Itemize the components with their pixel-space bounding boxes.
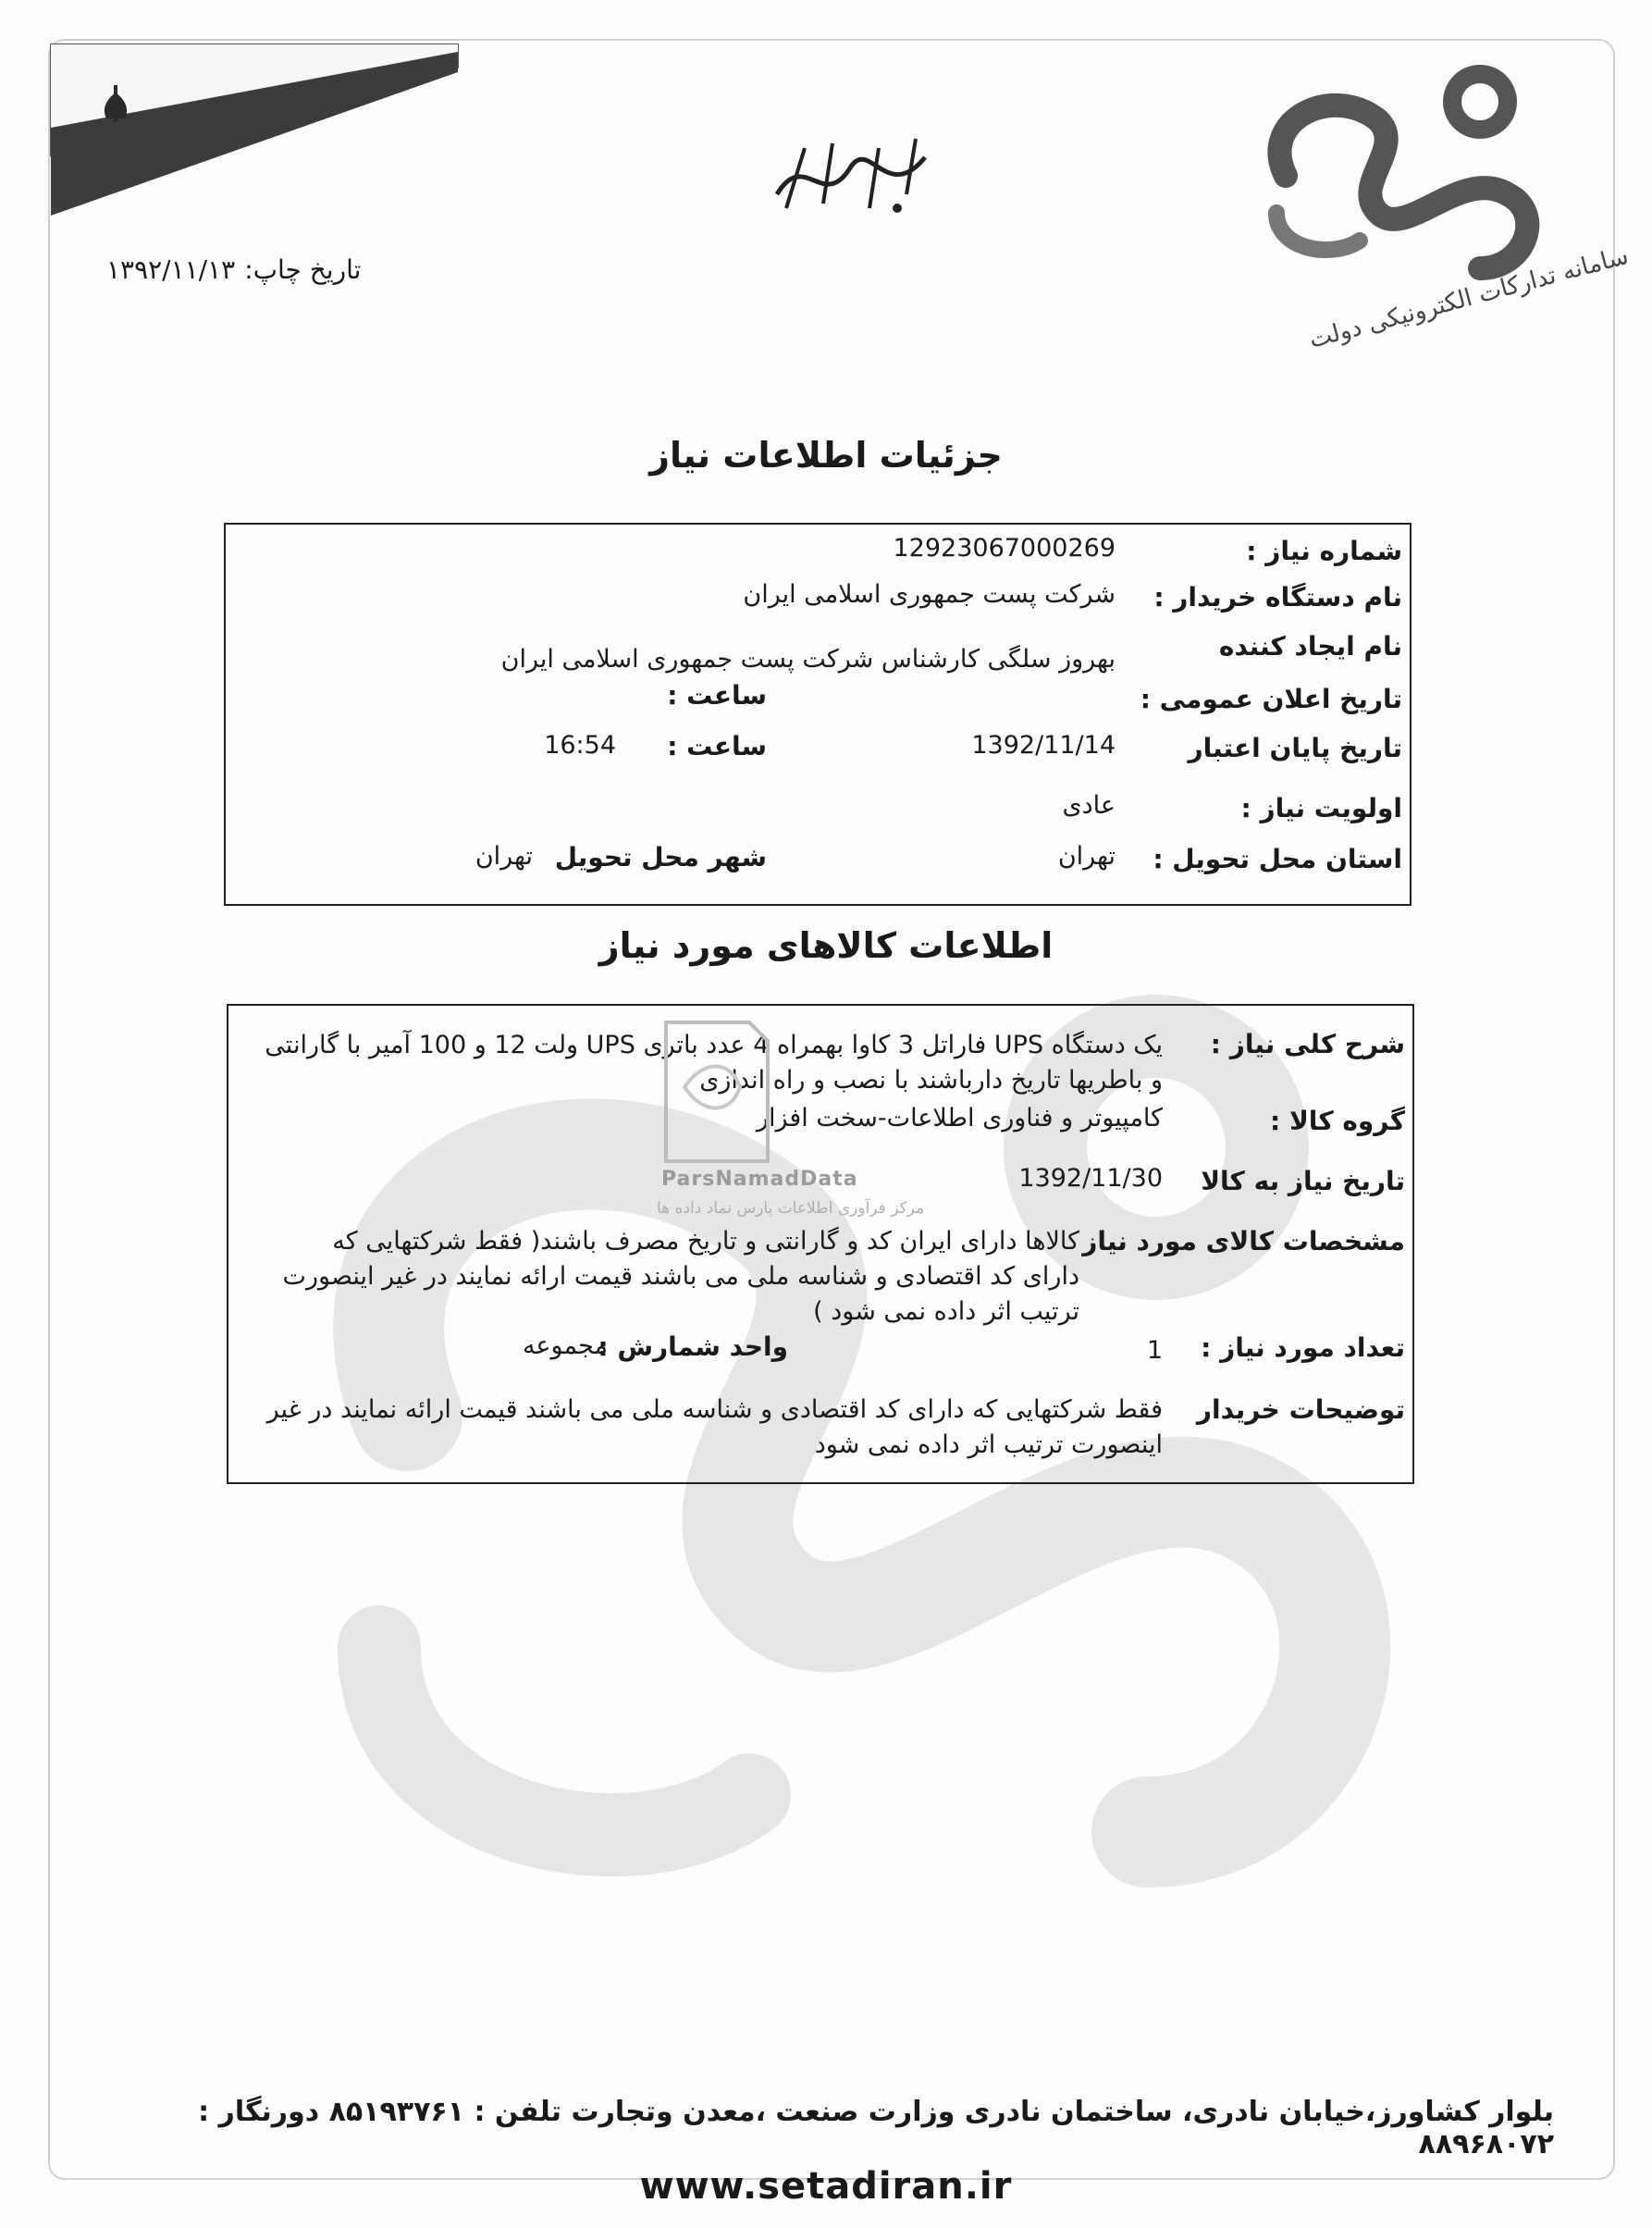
need-date-label: تاریخ نیاز به کالا	[1201, 1166, 1405, 1196]
footer-address: بلوار کشاورز،خیابان نادری، ساختمان نادری وزارت صنعت ،معدن وتجارت تلفن : ۸۵۱۹۳۷۶۱ دورنگار : ۸۸۹۶۸۰۷۲	[198, 2096, 1554, 2160]
province-label: استان محل تحویل :	[1153, 844, 1402, 874]
need-date-value: 1392/11/30	[1018, 1164, 1163, 1193]
quantity-value: 1	[1146, 1336, 1163, 1365]
validity-time-value: 16:54	[544, 731, 616, 760]
parsnamad-stamp-icon	[638, 1004, 786, 1170]
announce-date-label: تاریخ اعلان عمومی :	[1140, 684, 1402, 714]
buyer-notes-value: فقط شرکتهایی که دارای کد اقتصادی و شناسه ملی می باشند قیمت ارائه نمایند در غیر اینصورت ترتیب اثر داده نمی شود	[266, 1395, 1163, 1459]
goods-info-heading: اطلاعات کالاهای مورد نیاز	[598, 925, 1054, 966]
specs-label: مشخصات کالای مورد نیاز	[1082, 1226, 1405, 1256]
goods-info-box	[227, 1004, 1414, 1484]
need-details-heading: جزئیات اطلاعات نیاز	[649, 435, 1003, 476]
priority-value: عادی	[1062, 791, 1116, 820]
unit-value: مجموعه	[522, 1331, 608, 1360]
print-date-label: تاریخ چاپ:	[244, 254, 362, 285]
specs-value: کالاها دارای ایران کد و گارانتی و تاریخ مصرف باشند( فقط شرکتهایی که دارای کد اقتصادی و شناسه ملی می باشند قیمت ارائه نمایند در غیر اینصورت ترتیب اثر داده نمی شود )	[282, 1227, 1079, 1326]
quantity-label: تعداد مورد نیاز :	[1201, 1332, 1405, 1363]
city-value: تهران	[475, 842, 533, 871]
description-value: یک دستگاه UPS فاراتل 3 کاوا بهمراه 4 عدد باتری UPS ولت 12 و 100 آمیر با گارانتی و باطریها تاریخ دارباشند با نصب و راه اندازی	[265, 1031, 1163, 1095]
buyer-notes-label: توضیحات خریدار	[1196, 1394, 1405, 1425]
footer-website-link[interactable]: www.setadiran.ir	[639, 2165, 1013, 2208]
priority-label: اولویت نیاز :	[1240, 793, 1402, 823]
buyer-value: شرکت پست جمهوری اسلامی ایران	[743, 580, 1116, 609]
goods-group-value: کامپیوتر و فناوری اطلاعات-سخت افزار	[756, 1104, 1163, 1133]
basmala-calligraphy	[768, 130, 934, 222]
province-value: تهران	[1057, 842, 1116, 871]
announce-time-label: ساعت :	[667, 680, 767, 711]
need-number-value: 12923067000269	[893, 534, 1116, 563]
validity-time-label: ساعت :	[667, 731, 767, 761]
creator-value: بهروز سلگی کارشناس شرکت پست جمهوری اسلامی ایران	[500, 645, 1116, 674]
iran-emblem-icon	[51, 44, 458, 220]
print-date-value: ۱۳۹۲/۱۱/۱۳	[106, 254, 236, 285]
validity-end-value: 1392/11/14	[971, 731, 1116, 760]
validity-end-label: تاریخ پایان اعتبار	[1188, 733, 1402, 763]
city-label: شهر محل تحویل	[554, 842, 767, 873]
unit-label: واحد شمارش :	[598, 1331, 788, 1362]
stamp-brand: ParsNamadData	[661, 1168, 858, 1191]
description-label: شرح کلی نیاز :	[1210, 1029, 1405, 1059]
print-date	[106, 254, 361, 285]
stamp-subtitle: مرکز فرآوری اطلاعات پارس نماد داده ها	[657, 1199, 925, 1218]
creator-label: نام ایجاد کننده	[1218, 631, 1402, 662]
goods-group-label: گروه کالا :	[1270, 1106, 1405, 1136]
logo-caption: سامانه تدارکات الکترونیکی دولت	[1306, 241, 1632, 354]
need-details-box	[224, 523, 1412, 906]
need-number-label: شماره نیاز :	[1246, 536, 1402, 566]
buyer-label: نام دستگاه خریدار :	[1153, 582, 1402, 613]
setad-logo-icon	[1249, 65, 1632, 354]
